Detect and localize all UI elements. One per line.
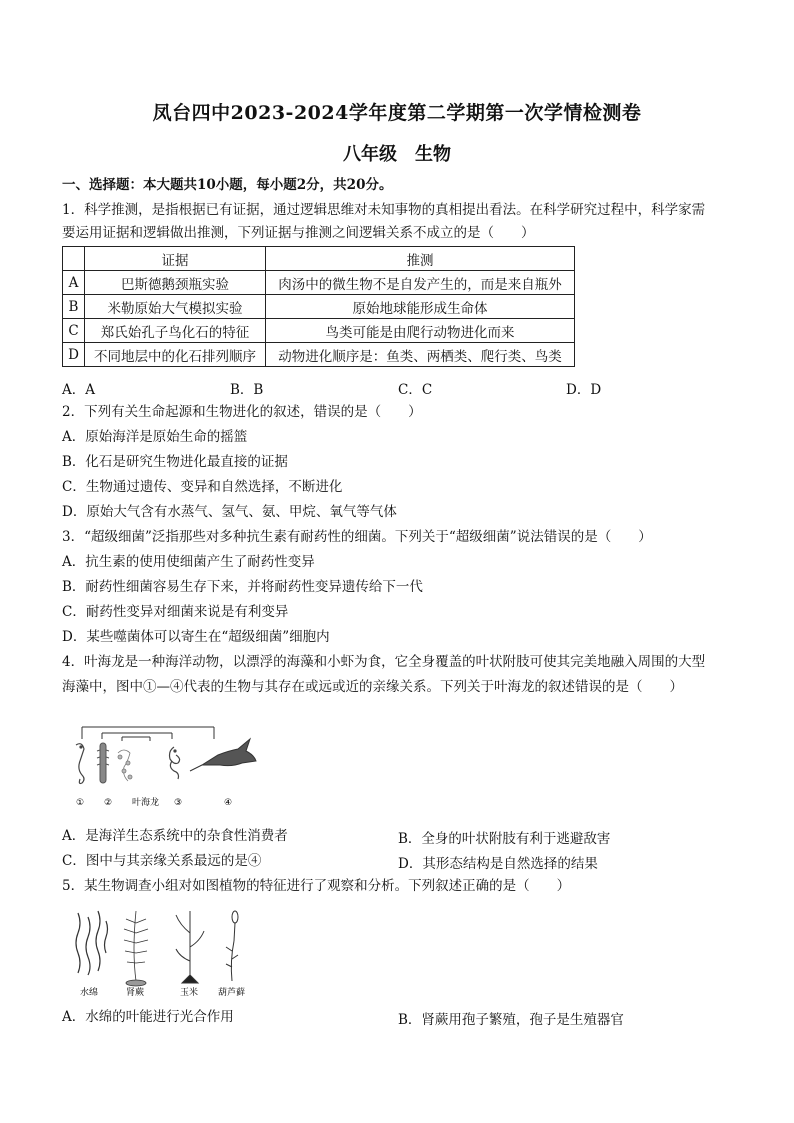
spirogyra-icon: [76, 911, 108, 975]
pipefish-icon: [97, 743, 109, 783]
table-row: [63, 271, 575, 295]
table-cell: A: [63, 271, 85, 295]
q4-label-leafy-seadragon: 叶海龙: [132, 798, 160, 808]
page-title: 凤台四中2023-2024学年度第二学期第一次学情检测卷: [152, 102, 642, 124]
q5-label-spirogyra: 水绵: [80, 988, 99, 998]
q3-option-d[interactable]: D．某些噬菌体可以寄生在“超级细菌”细胞内: [62, 629, 330, 645]
q3-option-a[interactable]: A．抗生素的使用使细菌产生了耐药性变异: [62, 554, 315, 570]
moss-icon: [226, 911, 238, 981]
q1-stem-line1: 1．科学推测，是指根据已有证据，通过逻辑思维对未知事物的真相提出看法。在科学研究过程中，科学家需: [62, 202, 706, 218]
table-cell: 米勒原始大气模拟实验: [85, 295, 266, 319]
q4-option-a[interactable]: A．是海洋生态系统中的杂食性消费者: [62, 828, 288, 844]
q1-table: [62, 246, 575, 367]
table-cell: 鸟类可能是由爬行动物进化而来: [266, 319, 575, 343]
table-row: [63, 295, 575, 319]
q4-option-b[interactable]: B．全身的叶状附肢有利于逃避敌害: [398, 831, 611, 847]
q1-stem-line2: 要运用证据和逻辑做出推测，下列证据与推测之间逻辑关系不成立的是（ ）: [62, 225, 535, 241]
q1-option-d[interactable]: D．D: [566, 382, 602, 398]
q2-option-b[interactable]: B．化石是研究生物进化最直接的证据: [62, 454, 288, 470]
section-heading: 一、选择题：本大题共10小题，每小题2分，共20分。: [62, 177, 393, 193]
q4-option-d[interactable]: D．其形态结构是自然选择的结果: [398, 856, 598, 872]
table-header-row: [63, 247, 575, 271]
sea-dragon-icon: [170, 747, 180, 779]
q2-option-a[interactable]: A．原始海洋是原始生命的摇篮: [62, 429, 248, 445]
q2-option-c[interactable]: C．生物通过遗传、变异和自然选择，不断进化: [62, 479, 343, 495]
q3-option-b[interactable]: B．耐药性细菌容易生存下来，并将耐药性变异遗传给下一代: [62, 579, 423, 595]
q4-stem-line1: 4．叶海龙是一种海洋动物，以漂浮的海藻和小虾为食，它全身覆盖的叶状附肢可使其完美地融入周围的大型: [62, 654, 706, 670]
q1-option-c[interactable]: C．C: [398, 382, 433, 398]
table-cell: B: [63, 295, 85, 319]
seahorse-icon: [76, 744, 84, 784]
q2-stem: 2．下列有关生命起源和生物进化的叙述，错误的是（ ）: [62, 404, 422, 420]
q1-option-a[interactable]: A．A: [62, 382, 95, 398]
corn-icon: [176, 911, 204, 983]
q4-label-3: ③: [174, 798, 183, 808]
q3-option-c[interactable]: C．耐药性变异对细菌来说是有利变异: [62, 604, 289, 620]
q5-label-corn: 玉米: [180, 988, 199, 998]
q5-option-a[interactable]: A．水绵的叶能进行光合作用: [62, 1009, 234, 1025]
leafy-seadragon-icon: [118, 750, 132, 781]
table-cell: 肉汤中的微生物不是自发产生的，而是来自瓶外: [266, 271, 575, 295]
q5-stem: 5．某生物调查小组对如图植物的特征进行了观察和分析。下列叙述正确的是（ ）: [62, 878, 571, 894]
table-cell: 巴斯德鹅颈瓶实验: [85, 271, 266, 295]
q2-option-d[interactable]: D．原始大气含有水蒸气、氢气、氨、甲烷、氧气等气体: [62, 504, 397, 520]
table-row: [63, 319, 575, 343]
table-cell: 原始地球能形成生命体: [266, 295, 575, 319]
table-header-cell: 证据: [85, 247, 266, 271]
q5-option-b[interactable]: B．肾蕨用孢子繁殖，孢子是生殖器官: [398, 1012, 624, 1028]
q3-stem: 3．“超级细菌”泛指那些对多种抗生素有耐药性的细菌。下列关于“超级细菌”说法错误的是（ ）: [62, 529, 652, 545]
q4-phylogeny-figure: [62, 705, 262, 810]
page-subtitle: 八年级 生物: [343, 144, 451, 165]
table-header-cell: [63, 247, 85, 271]
q5-label-fern: 肾蕨: [126, 988, 145, 998]
table-cell: 不同地层中的化石排列顺序: [85, 343, 266, 367]
q4-label-2: ②: [104, 798, 113, 808]
q5-label-moss: 葫芦藓: [218, 988, 246, 998]
q4-option-c[interactable]: C．图中与其亲缘关系最远的是④: [62, 853, 262, 869]
table-header-cell: 推测: [266, 247, 575, 271]
q4-label-4: ④: [224, 798, 233, 808]
q5-plants-figure: [72, 903, 252, 998]
table-cell: 郑氏始孔子鸟化石的特征: [85, 319, 266, 343]
q4-stem-line2: 海藻中，图中①—④代表的生物与其存在或远或近的亲缘关系。下列关于叶海龙的叙述错误的是（ ）: [62, 679, 683, 695]
table-row: [63, 343, 575, 367]
table-cell: C: [63, 319, 85, 343]
q1-option-b[interactable]: B．B: [230, 382, 264, 398]
table-cell: D: [63, 343, 85, 367]
swordfish-icon: [190, 739, 256, 771]
q4-label-1: ①: [76, 798, 85, 808]
fern-icon: [124, 911, 148, 986]
table-cell: 动物进化顺序是：鱼类、两栖类、爬行类、鸟类: [266, 343, 575, 367]
phylogeny-tree-lines: [82, 727, 214, 741]
